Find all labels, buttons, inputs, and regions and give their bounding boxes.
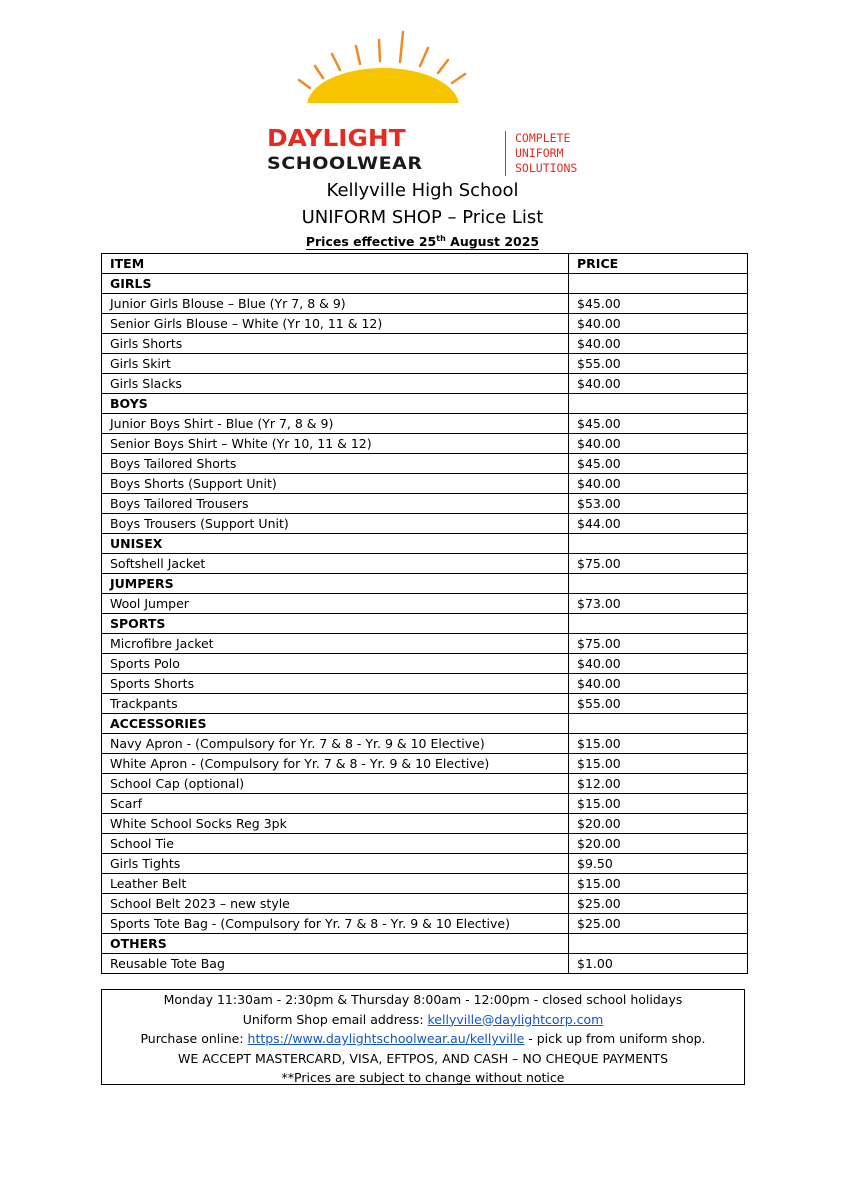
table-row (102, 894, 748, 914)
table-row (102, 474, 748, 494)
price-cell: $15.00 (569, 874, 748, 894)
price-cell: $40.00 (569, 374, 748, 394)
table-row (102, 354, 748, 374)
online-line (102, 1029, 744, 1049)
section-heading: ACCESSORIES (102, 714, 569, 734)
item-cell: School Tie (102, 834, 569, 854)
item-cell: Senior Boys Shirt – White (Yr 10, 11 & 12) (102, 434, 569, 454)
section-row (102, 274, 748, 294)
section-price-cell (569, 714, 748, 734)
table-row (102, 594, 748, 614)
email-label: Uniform Shop email address: (242, 1011, 428, 1027)
section-price-cell (569, 534, 748, 554)
effective-suffix: August 2025 (445, 234, 540, 250)
price-cell: $73.00 (569, 594, 748, 614)
section-row (102, 574, 748, 594)
price-disclaimer: **Prices are subject to change without notice (281, 1070, 565, 1085)
logo-tagline (515, 131, 577, 176)
online-shop-link[interactable]: https://www.daylightschoolwear.au/kellyville (247, 1031, 525, 1046)
item-cell: School Belt 2023 – new style (102, 894, 569, 914)
effective-date-text (306, 234, 539, 250)
price-cell: $15.00 (569, 794, 748, 814)
table-row (102, 774, 748, 794)
section-price-cell (569, 394, 748, 414)
price-cell: $40.00 (569, 314, 748, 334)
online-label: Purchase online: (140, 1031, 248, 1046)
price-cell: $20.00 (569, 834, 748, 854)
item-cell: Junior Girls Blouse – Blue (Yr 7, 8 & 9) (102, 294, 569, 314)
payment-methods: WE ACCEPT MASTERCARD, VISA, EFTPOS, AND CASH – NO CHEQUE PAYMENTS (177, 1050, 669, 1066)
table-row (102, 814, 748, 834)
item-cell: Softshell Jacket (102, 554, 569, 574)
price-cell: $45.00 (569, 414, 748, 434)
section-price-cell (569, 934, 748, 954)
school-name: Kellyville High School (326, 180, 519, 201)
price-cell: $12.00 (569, 774, 748, 794)
tagline-line: SOLUTIONS (515, 161, 578, 175)
price-cell: $25.00 (569, 914, 748, 934)
tagline-line: UNIFORM (515, 146, 564, 160)
table-row (102, 334, 748, 354)
price-cell: $15.00 (569, 754, 748, 774)
section-row (102, 394, 748, 414)
item-cell: Wool Jumper (102, 594, 569, 614)
item-cell: Girls Shorts (102, 334, 569, 354)
item-cell: Leather Belt (102, 874, 569, 894)
section-heading: UNISEX (102, 534, 569, 554)
price-cell: $25.00 (569, 894, 748, 914)
price-cell: $20.00 (569, 814, 748, 834)
table-row (102, 674, 748, 694)
section-heading: OTHERS (102, 934, 569, 954)
item-cell: Boys Shorts (Support Unit) (102, 474, 569, 494)
price-cell: $40.00 (569, 434, 748, 454)
item-cell: Girls Tights (102, 854, 569, 874)
section-price-cell (569, 574, 748, 594)
table-row (102, 794, 748, 814)
column-header-price: PRICE (569, 254, 748, 274)
table-row (102, 634, 748, 654)
section-heading: GIRLS (102, 274, 569, 294)
item-cell: Girls Skirt (102, 354, 569, 374)
price-cell: $40.00 (569, 674, 748, 694)
table-row (102, 414, 748, 434)
effective-date (0, 234, 845, 249)
email-line (102, 1010, 744, 1030)
section-heading: JUMPERS (102, 574, 569, 594)
table-row (102, 454, 748, 474)
brand-schoolwear: SCHOOLWEAR (267, 154, 423, 174)
price-cell: $40.00 (569, 654, 748, 674)
online-suffix: - pick up from uniform shop. (524, 1031, 706, 1046)
effective-prefix: Prices effective 25 (305, 234, 437, 250)
section-heading: BOYS (102, 394, 569, 414)
section-row (102, 614, 748, 634)
item-cell: Microfibre Jacket (102, 634, 569, 654)
item-cell: Sports Tote Bag - (Compulsory for Yr. 7 & 8 - Yr. 9 & 10 Elective) (102, 914, 569, 934)
item-cell: Trackpants (102, 694, 569, 714)
price-cell: $45.00 (569, 454, 748, 474)
table-row (102, 314, 748, 334)
price-cell: $45.00 (569, 294, 748, 314)
price-cell: $55.00 (569, 354, 748, 374)
item-cell: White School Socks Reg 3pk (102, 814, 569, 834)
column-header-item: ITEM (102, 254, 569, 274)
price-cell: $44.00 (569, 514, 748, 534)
item-cell: Navy Apron - (Compulsory for Yr. 7 & 8 - Yr. 9 & 10 Elective) (102, 734, 569, 754)
item-cell: Boys Tailored Shorts (102, 454, 569, 474)
section-row (102, 714, 748, 734)
item-cell: Boys Tailored Trousers (102, 494, 569, 514)
item-cell: Girls Slacks (102, 374, 569, 394)
section-row (102, 534, 748, 554)
section-price-cell (569, 274, 748, 294)
table-row (102, 694, 748, 714)
section-price-cell (569, 614, 748, 634)
tagline-line: COMPLETE (515, 131, 571, 145)
item-cell: Senior Girls Blouse – White (Yr 10, 11 & 12) (102, 314, 569, 334)
page-title: UNIFORM SHOP – Price List (301, 207, 544, 228)
price-table (101, 253, 748, 974)
price-cell: $40.00 (569, 474, 748, 494)
table-row (102, 874, 748, 894)
item-cell: Scarf (102, 794, 569, 814)
daylight-logo (255, 28, 600, 175)
table-row (102, 494, 748, 514)
price-table-body (102, 274, 748, 974)
item-cell: Junior Boys Shirt - Blue (Yr 7, 8 & 9) (102, 414, 569, 434)
item-cell: Reusable Tote Bag (102, 954, 569, 974)
table-row (102, 294, 748, 314)
item-cell: School Cap (optional) (102, 774, 569, 794)
table-row (102, 434, 748, 454)
table-row (102, 754, 748, 774)
shop-info-box (101, 989, 745, 1085)
table-row (102, 854, 748, 874)
table-row (102, 514, 748, 534)
email-link[interactable]: kellyville@daylightcorp.com (427, 1011, 604, 1027)
opening-hours: Monday 11:30am - 2:30pm & Thursday 8:00am - 12:00pm - closed school holidays (163, 992, 683, 1007)
effective-sup: th (436, 234, 446, 243)
table-row (102, 734, 748, 754)
logo-divider (505, 131, 506, 176)
item-cell: Sports Polo (102, 654, 569, 674)
price-cell: $75.00 (569, 634, 748, 654)
item-cell: Sports Shorts (102, 674, 569, 694)
price-cell: $55.00 (569, 694, 748, 714)
table-row (102, 374, 748, 394)
price-cell: $1.00 (569, 954, 748, 974)
item-cell: Boys Trousers (Support Unit) (102, 514, 569, 534)
table-header-row (102, 254, 748, 274)
table-row (102, 954, 748, 974)
item-cell: White Apron - (Compulsory for Yr. 7 & 8 - Yr. 9 & 10 Elective) (102, 754, 569, 774)
brand-daylight: DAYLIGHT (267, 126, 406, 152)
table-row (102, 554, 748, 574)
table-row (102, 834, 748, 854)
price-cell: $15.00 (569, 734, 748, 754)
price-cell: $9.50 (569, 854, 748, 874)
table-row (102, 914, 748, 934)
price-cell: $75.00 (569, 554, 748, 574)
section-heading: SPORTS (102, 614, 569, 634)
table-row (102, 654, 748, 674)
price-cell: $40.00 (569, 334, 748, 354)
section-row (102, 934, 748, 954)
price-cell: $53.00 (569, 494, 748, 514)
